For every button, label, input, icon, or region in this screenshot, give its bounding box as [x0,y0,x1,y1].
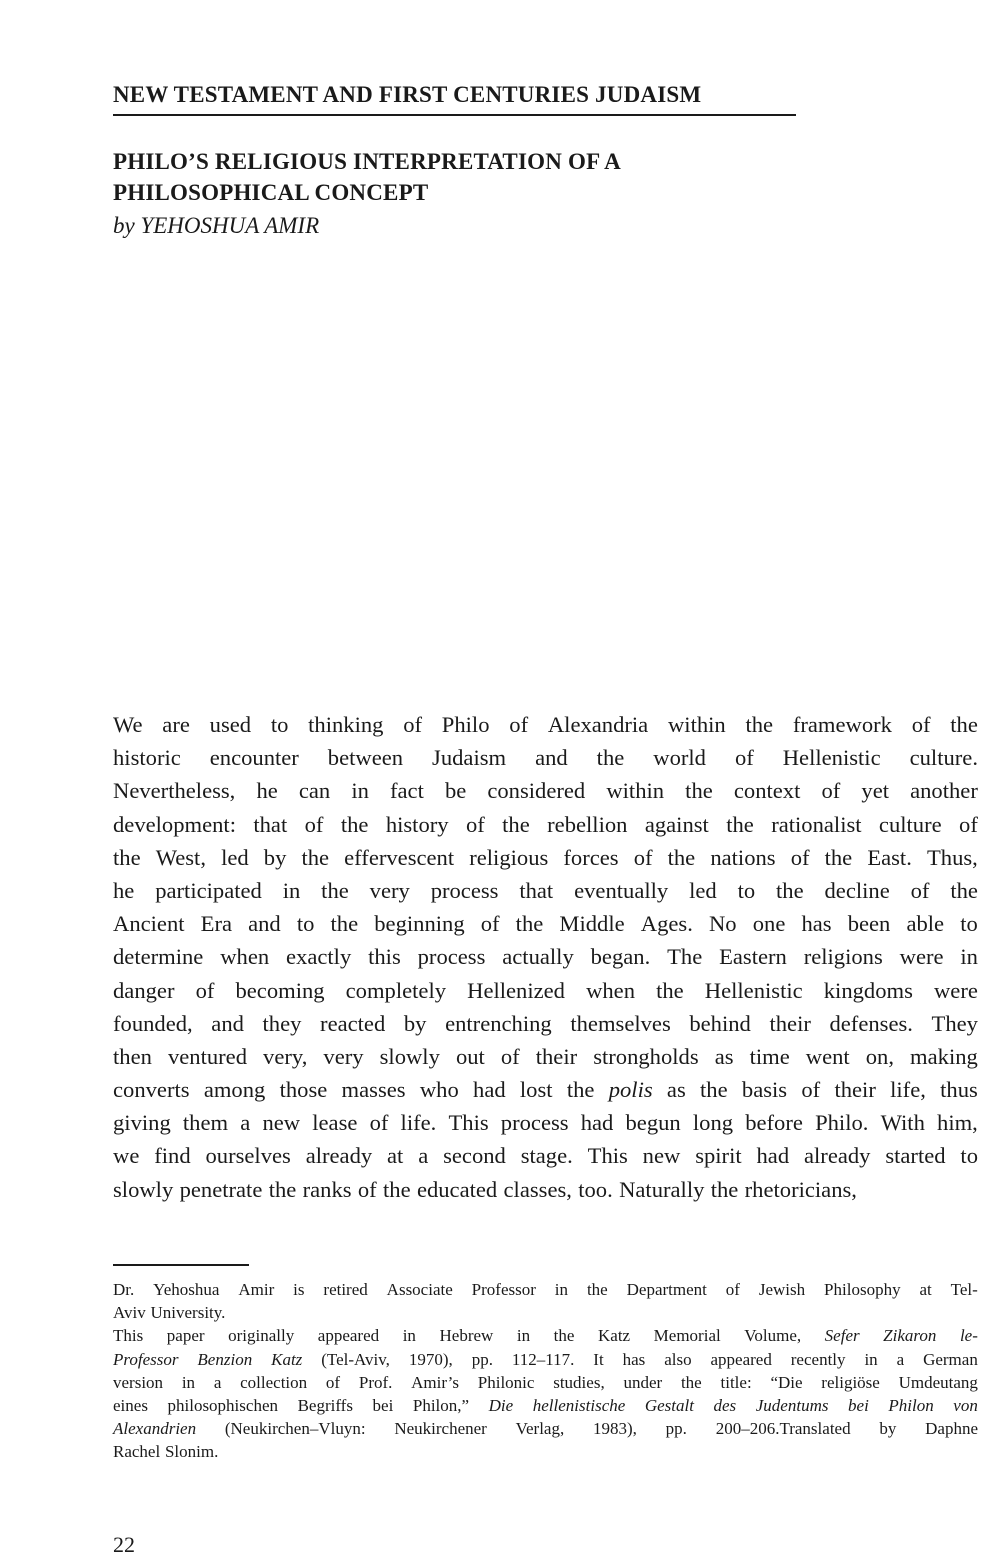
body-text [113,708,978,1206]
footnote-line: Dr. Yehoshua Amir is retired Associate Professor in the Department of Jewish Philosophy at Tel- [113,1280,978,1299]
footnote-line: Alexandrien (Neukirchen–Vluyn: Neukirchener Verlag, 1983), pp. 200–206.Translated by Daphne [113,1419,978,1439]
article-title-line: PHILOSOPHICAL CONCEPT [113,180,429,205]
body-line: danger of becoming completely Hellenized when the Hellenistic kingdoms were [113,977,978,1003]
body-line: converts among those masses who had lost the polis as the basis of their life, thus [113,1077,978,1103]
section-header-rule [113,114,796,116]
footnote-rule [113,1264,249,1266]
body-line: the West, led by the effervescent religious forces of the nations of the East. Thus, [113,844,978,870]
body-line: we find ourselves already at a second stage. This new spirit had already started to [113,1143,978,1169]
body-line: Nevertheless, he can in fact be considered within the context of yet another [113,778,978,804]
footnote-line: eines philosophischen Begriffs bei Philon,” Die hellenistische Gestalt des Judentums bei Philon von [113,1395,978,1415]
article-title-line: PHILO’S RELIGIOUS INTERPRETATION OF A [113,149,621,174]
body-line: then ventured very, very slowly out of their strongholds as time went on, making [113,1043,978,1069]
body-line: determine when exactly this process actually began. The Eastern religions were in [113,944,978,970]
footnote-line: Professor Benzion Katz (Tel-Aviv, 1970), pp. 112–117. It has also appeared recently in a German [113,1349,978,1369]
body-line: Ancient Era and to the beginning of the Middle Ages. No one has been able to [113,911,978,937]
section-header: NEW TESTAMENT AND FIRST CENTURIES JUDAISM [113,82,702,107]
article-title [113,146,813,208]
body-line: slowly penetrate the ranks of the educated classes, too. Naturally the rhetoricians, [113,1176,857,1202]
footnote-line: This paper originally appeared in Hebrew in the Katz Memorial Volume, Sefer Zikaron le- [113,1326,978,1346]
body-line: founded, and they reacted by entrenching themselves behind their defenses. They [113,1010,978,1036]
page-number: 22 [113,1532,135,1557]
body-line: giving them a new lease of life. This process had begun long before Philo. With him, [113,1110,978,1136]
footnote-line: Rachel Slonim. [113,1442,219,1462]
body-line: We are used to thinking of Philo of Alexandria within the framework of the [113,712,978,737]
body-line: development: that of the history of the rebellion against the rationalist culture of [113,811,978,837]
footnote-line: Aviv University. [113,1303,226,1323]
body-line: historic encounter between Judaism and the world of Hellenistic culture. [113,745,978,771]
body-line: he participated in the very process that eventually led to the decline of the [113,877,978,903]
footnotes [113,1278,978,1464]
footnote-line: version in a collection of Prof. Amir’s Philonic studies, under the title: “Die religiöse Umdeutang [113,1372,978,1392]
author-byline: by YEHOSHUA AMIR [113,213,320,238]
